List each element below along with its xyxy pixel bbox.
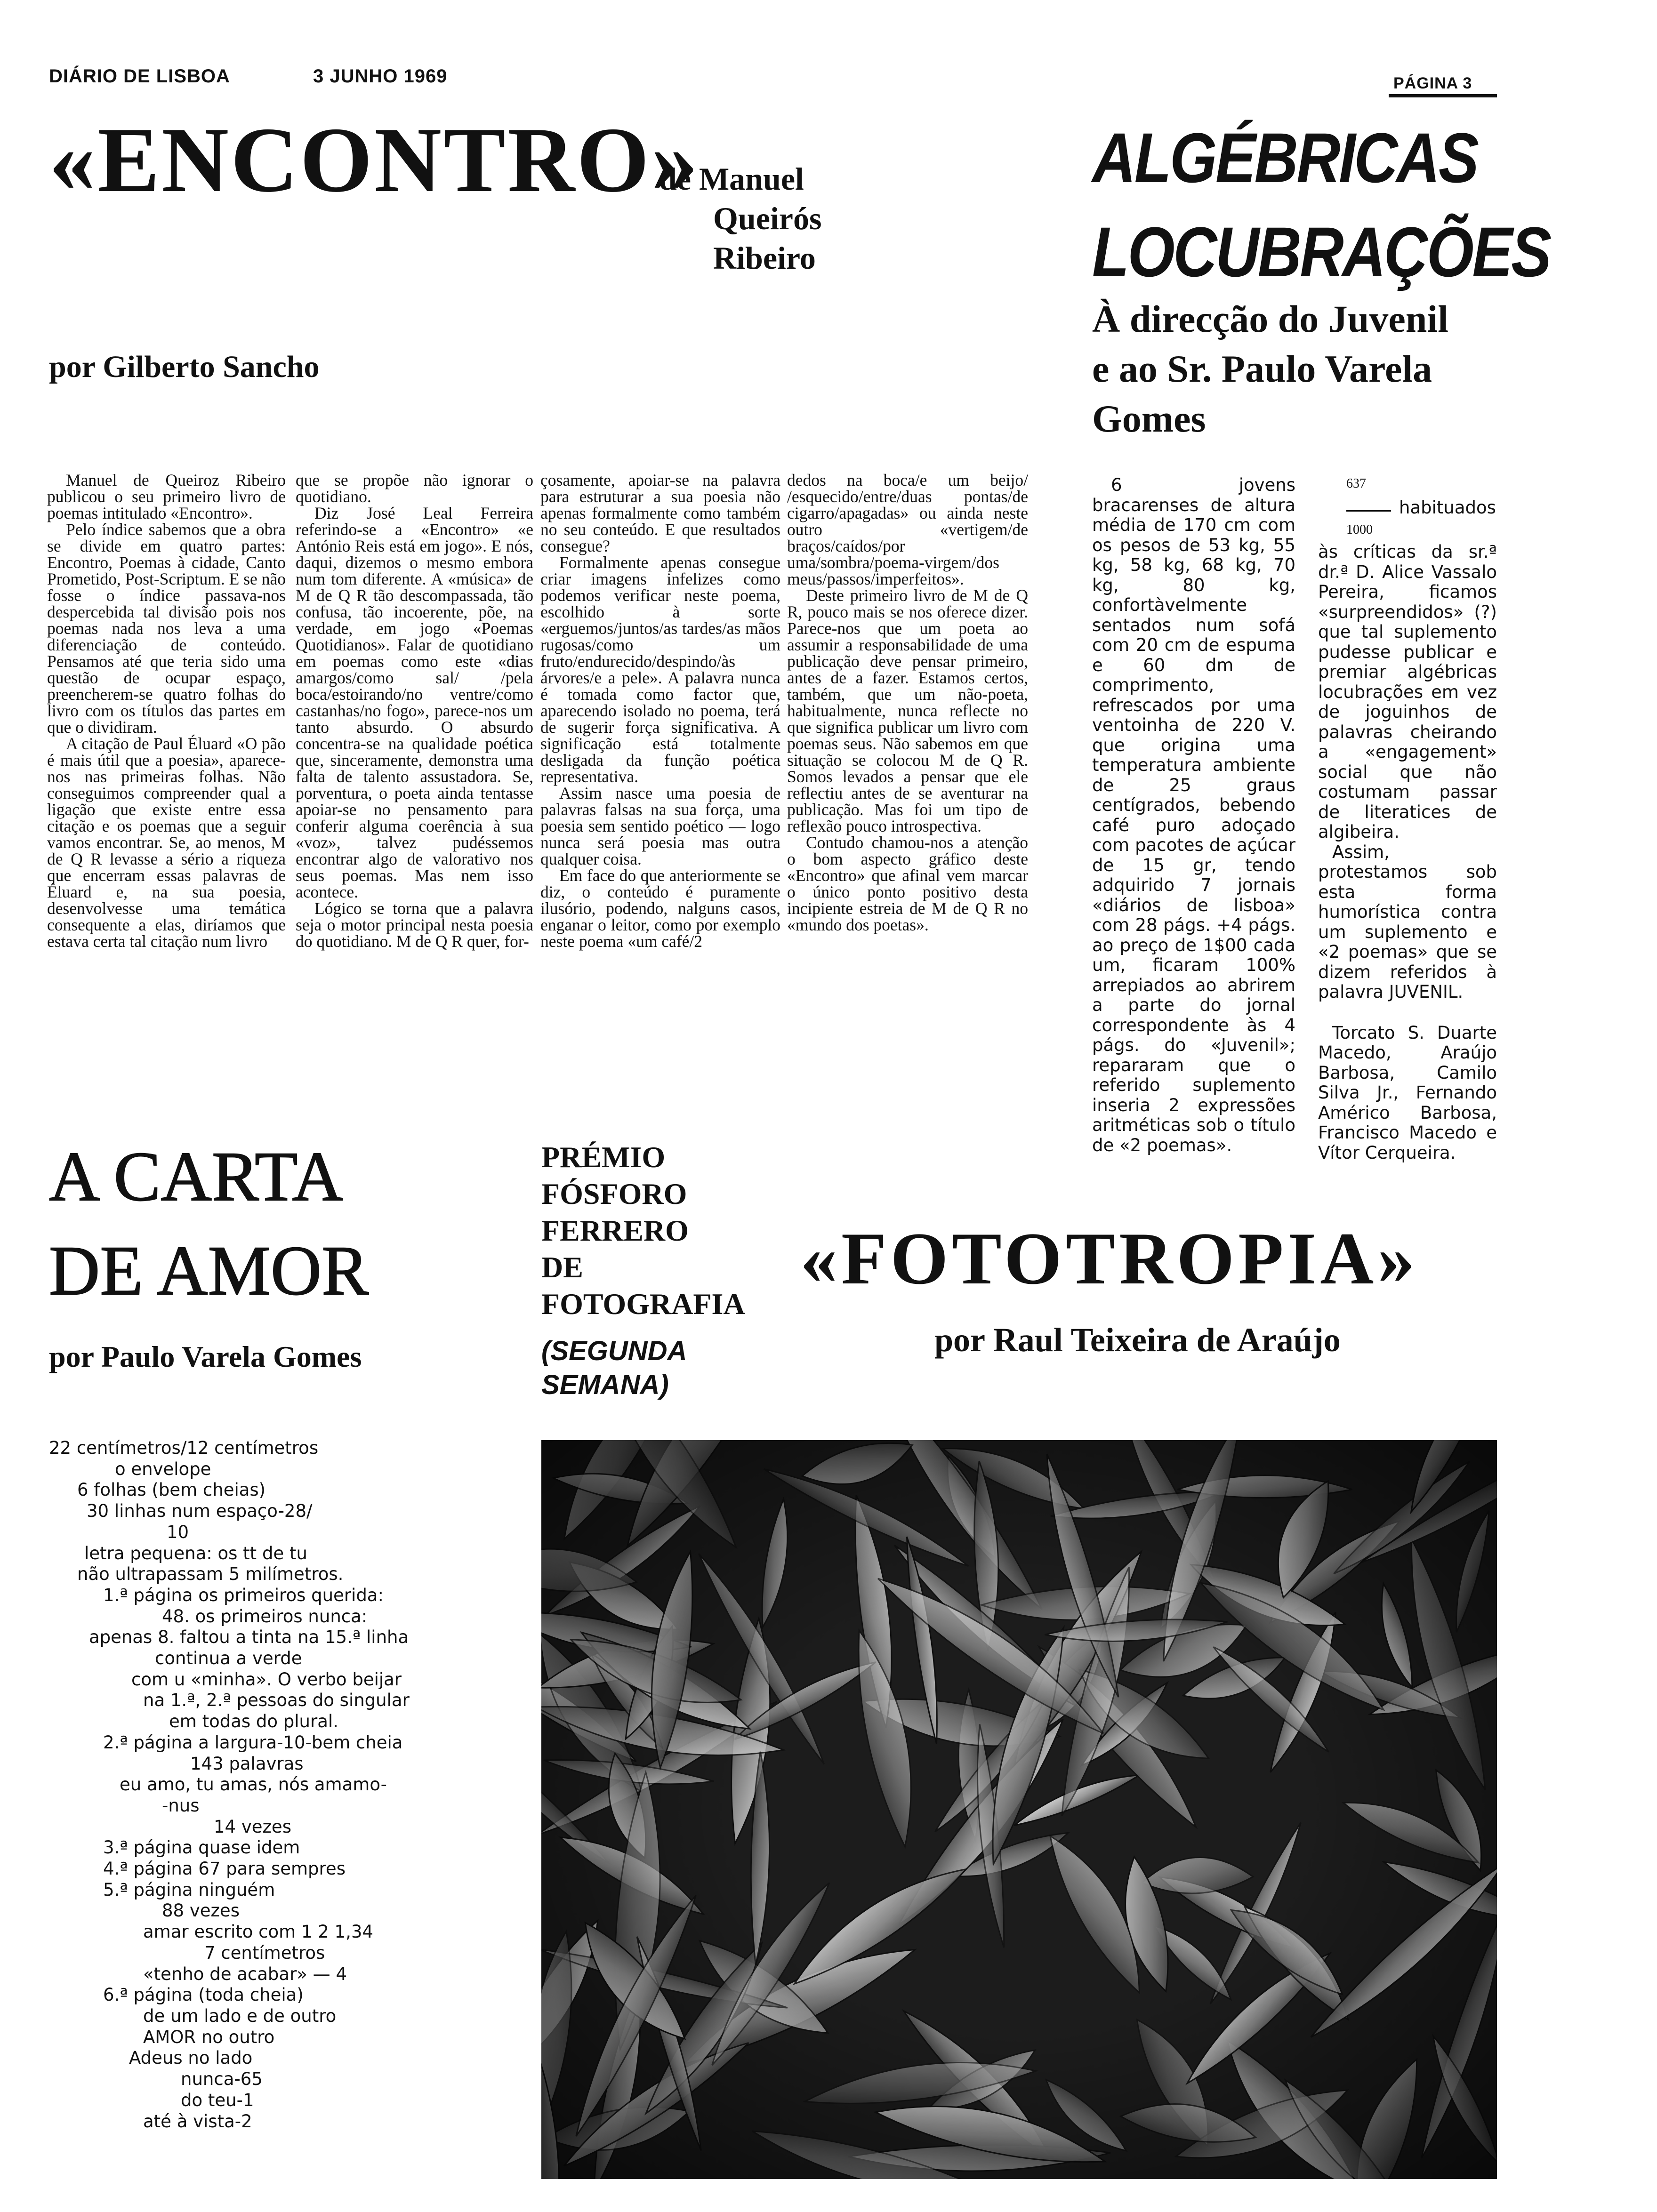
algebricas-subtitle-line: e ao Sr. Paulo Varela bbox=[1092, 347, 1432, 390]
poem-line: Adeus no lado bbox=[129, 2048, 253, 2068]
paragraph: Pelo índice sabemos que a obra se divide em quatro partes: Encontro, Poemas à cidade, Canto Prometido, Post-Scriptum. E se não fosse o índice passava-nos despercebida tal divisão pois nos poemas nada nos leva a uma diferenciação de conteúdo. Pensamos até que teria sido uma questão de ocupar espaço, preencherem-se quatro folhas do livro com os títulos das partes em que o dividiram. bbox=[47, 520, 286, 737]
poem-line: com u «minha». O verbo beijar bbox=[131, 1669, 402, 1690]
premio-subtitle-line: (SEGUNDA bbox=[541, 1336, 687, 1366]
fraction-word: habituados bbox=[1399, 497, 1496, 518]
premio-title-line: FOTOGRAFIA bbox=[541, 1287, 745, 1321]
poem-line: 4.ª página 67 para sempres bbox=[103, 1859, 346, 1879]
poem-line: 7 centímetros bbox=[204, 1942, 325, 1963]
poem-line: letra pequena: os tt de tu bbox=[84, 1543, 307, 1563]
encontro-author-block bbox=[659, 159, 821, 278]
paragraph: Diz José Leal Ferreira referindo-se a «Encontro» «e António Reis está em jogo». E nós, daqui, dizemos o mesmo embora num tom diferente. A «música» de M de Q R tão descompassada, tão confusa, tão incoerente, põe, na verdade, em jogo «Poemas Quotidianos». Falar de quotidiano em poemas como este «dias amargos/como sal/ /pela boca/estoirando/no ventre/como castanhas/no fogo», parece-nos um tanto absurdo. O absurdo concentra-se na qualidade poética que, sinceramente, demonstra uma falta de talento assustadora. Se, porventura, o poeta ainda tentasse apoiar-se no pensamento para conferir alguma coerência à sua «voz», talvez pudéssemos encontrar algo de valorativo nos seus poemas. Mas nem isso acontece. bbox=[296, 504, 533, 901]
paragraph: Assim nasce uma poesia de palavras falsas na sua força, uma poesia sem sentido poético — logo nunca será poesia mas outra qualquer coisa. bbox=[540, 784, 780, 868]
poem-line: 5.ª página ninguém bbox=[103, 1879, 275, 1900]
poem-line: 10 bbox=[167, 1522, 189, 1542]
poem-line: na 1.ª, 2.ª pessoas do singular bbox=[143, 1690, 410, 1711]
paragraph: Assim, protestamos sob esta forma humorística contra um suplemento e «2 poemas» que se dizem referidos à palavra JUVENIL. bbox=[1318, 842, 1497, 1002]
premio-title-line: DE bbox=[541, 1250, 583, 1284]
algebricas-column-2 bbox=[1318, 542, 1497, 1163]
paragraph: Contudo chamou-nos a atenção o bom aspecto gráfico deste «Encontro» que afinal vem marcar o único ponto positivo desta incipiente estreia de M de Q R no «mundo dos poetas». bbox=[787, 833, 1028, 934]
carta-byline: por Paulo Varela Gomes bbox=[49, 1340, 362, 1373]
fototropia-photograph bbox=[541, 1440, 1497, 2179]
carta-title-line: DE AMOR bbox=[49, 1232, 369, 1310]
poem-line: 30 linhas num espaço-28/ bbox=[87, 1501, 313, 1522]
poem-line: apenas 8. faltou a tinta na 15.ª linha bbox=[89, 1627, 409, 1648]
algebricas-subtitle-line: À direcção do Juvenil bbox=[1092, 297, 1448, 340]
poem-line: até à vista-2 bbox=[143, 2111, 252, 2132]
paragraph: Manuel de Queiroz Ribeiro publicou o seu primeiro livro de poemas intitulado «Encontro». bbox=[47, 471, 286, 522]
poem-line: 6 folhas (bem cheias) bbox=[77, 1480, 266, 1500]
poem-line: 2.ª página a largura-10-bem cheia bbox=[103, 1732, 403, 1753]
encontro-column-3 bbox=[540, 472, 780, 950]
poem-line: nunca-65 bbox=[181, 2069, 263, 2090]
encontro-column-4 bbox=[787, 472, 1028, 933]
carta-poem bbox=[49, 1438, 529, 2132]
premio-subtitle-line: SEMANA) bbox=[541, 1370, 669, 1400]
algebricas-title-line: ALGÉBRICAS bbox=[1092, 118, 1478, 197]
poem-line: do teu-1 bbox=[181, 2090, 254, 2110]
premio-title-line: FERRERO bbox=[541, 1214, 689, 1247]
encontro-column-2 bbox=[296, 472, 533, 950]
poem-line: 88 vezes bbox=[162, 1900, 240, 1921]
page-number: PÁGINA 3 bbox=[1393, 74, 1472, 92]
algebricas-title bbox=[1092, 111, 1550, 299]
encontro-byline: por Gilberto Sancho bbox=[49, 350, 320, 384]
paragraph: Lógico se torna que a palavra seja o motor principal nesta poesia do quotidiano. M de Q R quer, for- bbox=[296, 899, 533, 951]
poem-line: 48. os primeiros nunca: bbox=[162, 1606, 368, 1627]
premio-title-line: PRÉMIO bbox=[541, 1140, 666, 1174]
poem-line: 1.ª página os primeiros querida: bbox=[103, 1585, 384, 1605]
fraction-block bbox=[1346, 476, 1497, 542]
encontro-author-line: de Manuel bbox=[659, 161, 804, 197]
fraction-denominator: 1000 bbox=[1346, 522, 1373, 537]
poem-line: o envelope bbox=[115, 1459, 211, 1479]
paragraph: que se propõe não ignorar o quotidiano. bbox=[296, 471, 533, 506]
poem-line: -nus bbox=[162, 1795, 200, 1816]
paragraph: A citação de Paul Éluard «O pão é mais útil que a poesia», aparece-nos nas primeiras folhas. Não conseguimos compreender qual a ligação que existe entre essa citação e os poemas que a seguir vamos encontrar. Se, ao menos, M de Q R levasse a sério a riqueza que encerram essas palavras de Éluard e, na sua poesia, desenvolvesse uma temática consequente a elas, diríamos que estava certa tal citação num livro bbox=[47, 734, 286, 951]
poem-line: 22 centímetros/12 centímetros bbox=[49, 1438, 319, 1458]
encontro-column-1 bbox=[47, 472, 286, 950]
poem-line: 3.ª página quase idem bbox=[103, 1837, 300, 1858]
algebricas-title-line: LOCUBRAÇÕES bbox=[1092, 212, 1550, 291]
page-number-rule bbox=[1389, 94, 1497, 97]
algebricas-subtitle bbox=[1092, 294, 1448, 444]
poem-line: continua a verde bbox=[155, 1648, 302, 1669]
masthead-paper-name: DIÁRIO DE LISBOA bbox=[49, 66, 230, 87]
masthead-date: 3 JUNHO 1969 bbox=[313, 66, 448, 87]
paragraph: Formalmente apenas consegue criar imagens infelizes como podemos verificar neste poema, escolhido à sorte «erguemos/juntos/as tardes/as mãos rugosas/como um fruto/endurecido/despindo/às árvores/e a pele». A palavra nunca é tomada como factor que, aparecendo isolado no poema, terá de sugerir força significativa. A significação está totalmente desligada da função poética representativa. bbox=[540, 553, 780, 786]
algebricas-subtitle-line: Gomes bbox=[1092, 397, 1206, 440]
poem-line: 6.ª página (toda cheia) bbox=[103, 1985, 304, 2005]
paragraph: às críticas da sr.ª dr.ª D. Alice Vassalo Pereira, ficamos «surpreendidos» (?) que tal suplemento pudesse publicar e premiar algébricas locubrações em vez de joguinhos de palavras cheirando a «engagement» social que não costumam passar de literatices de algibeira. bbox=[1318, 542, 1497, 842]
fraction-numerator: 637 bbox=[1346, 476, 1366, 491]
encontro-title: «ENCONTRO» bbox=[49, 108, 700, 211]
leaves-photo-svg bbox=[541, 1440, 1497, 2179]
paragraph: Deste primeiro livro de M de Q R, pouco mais se nos oferece dizer. Parece-nos que um poeta ao assumir a responsabilidade de uma publicação deve pensar primeiro, antes de a fazer. Estamos certos, também, que um não-poeta, habitualmente, nunca reflecte no que significa publicar um livro com poemas seus. Não sabemos em que situação se colocou M de Q R. Somos levados a pensar que ele reflectiu antes de se aventurar na publicação. Mas foi um tipo de reflexão pouco introspectiva. bbox=[787, 586, 1028, 835]
carta-title bbox=[49, 1130, 369, 1318]
poem-line: eu amo, tu amas, nós amamo- bbox=[120, 1774, 387, 1795]
carta-title-line: A CARTA bbox=[49, 1138, 343, 1216]
paragraph: çosamente, apoiar-se na palavra para estruturar a sua poesia não apenas formalmente como também no seu conteúdo. E que resultados consegue? bbox=[540, 471, 780, 555]
poem-line: em todas do plural. bbox=[169, 1711, 338, 1732]
poem-line: amar escrito com 1 2 1,34 bbox=[143, 1922, 373, 1942]
fraction-bar bbox=[1346, 510, 1391, 512]
paragraph: Torcato S. Duarte Macedo, Araújo Barbosa, Camilo Silva Jr., Fernando Américo Barbosa, Francisco Macedo e Vítor Cerqueira. bbox=[1318, 1022, 1497, 1163]
fototropia-byline: por Raul Teixeira de Araújo bbox=[934, 1321, 1341, 1359]
poem-line: não ultrapassam 5 milímetros. bbox=[77, 1564, 344, 1585]
premio-title-line: FÓSFORO bbox=[541, 1177, 687, 1210]
fototropia-title: «FOTOTROPIA» bbox=[800, 1218, 1419, 1300]
poem-line: 14 vezes bbox=[214, 1816, 291, 1837]
paragraph: Em face do que anteriormente se diz, o conteúdo é puramente ilusório, podendo, nalguns casos, enganar o leitor, como por exemplo neste poema «um café/2 bbox=[540, 866, 780, 951]
premio-title bbox=[541, 1139, 745, 1322]
paragraph: dedos na boca/e um beijo/ /esquecido/entre/duas pontas/de cigarro/apagadas» ou ainda neste outro «vertigem/de braços/caídos/por uma/sombra/poema-virgem/dos meus/passos/imperfeitos». bbox=[787, 471, 1028, 588]
encontro-author-line: Ribeiro bbox=[713, 240, 816, 276]
paragraph: 6 jovens bracarenses de altura média de 170 cm com os pesos de 53 kg, 55 kg, 58 kg, 68 kg, 70 kg, 80 kg, confortàvelmente sentados num sofá com 20 cm de espuma e 60 dm de comprimento, refrescados por uma ventoinha de 220 V. que origina uma temperatura ambiente de 25 graus centígrados, bebendo café puro adoçado com pacotes de açúcar de 15 gr, tendo adquirido 7 jornais «diários de lisboa» com 28 págs. +4 págs. ao preço de 1$00 cada um, ficaram 100% arrepiados ao abrirem a parte do jornal correspondente às 4 págs. do «Juvenil»; repararam que o referido suplemento inseria 2 expressões aritméticas sob o título de «2 poemas». bbox=[1092, 475, 1295, 1155]
poem-line: 143 palavras bbox=[190, 1753, 304, 1774]
encontro-author-line: Queirós bbox=[713, 200, 822, 236]
premio-subtitle bbox=[541, 1334, 687, 1402]
algebricas-column-1 bbox=[1092, 475, 1295, 1155]
poem-line: «tenho de acabar» — 4 bbox=[143, 1964, 347, 1984]
poem-line: de um lado e de outro bbox=[143, 2005, 337, 2026]
poem-line: AMOR no outro bbox=[143, 2027, 275, 2047]
